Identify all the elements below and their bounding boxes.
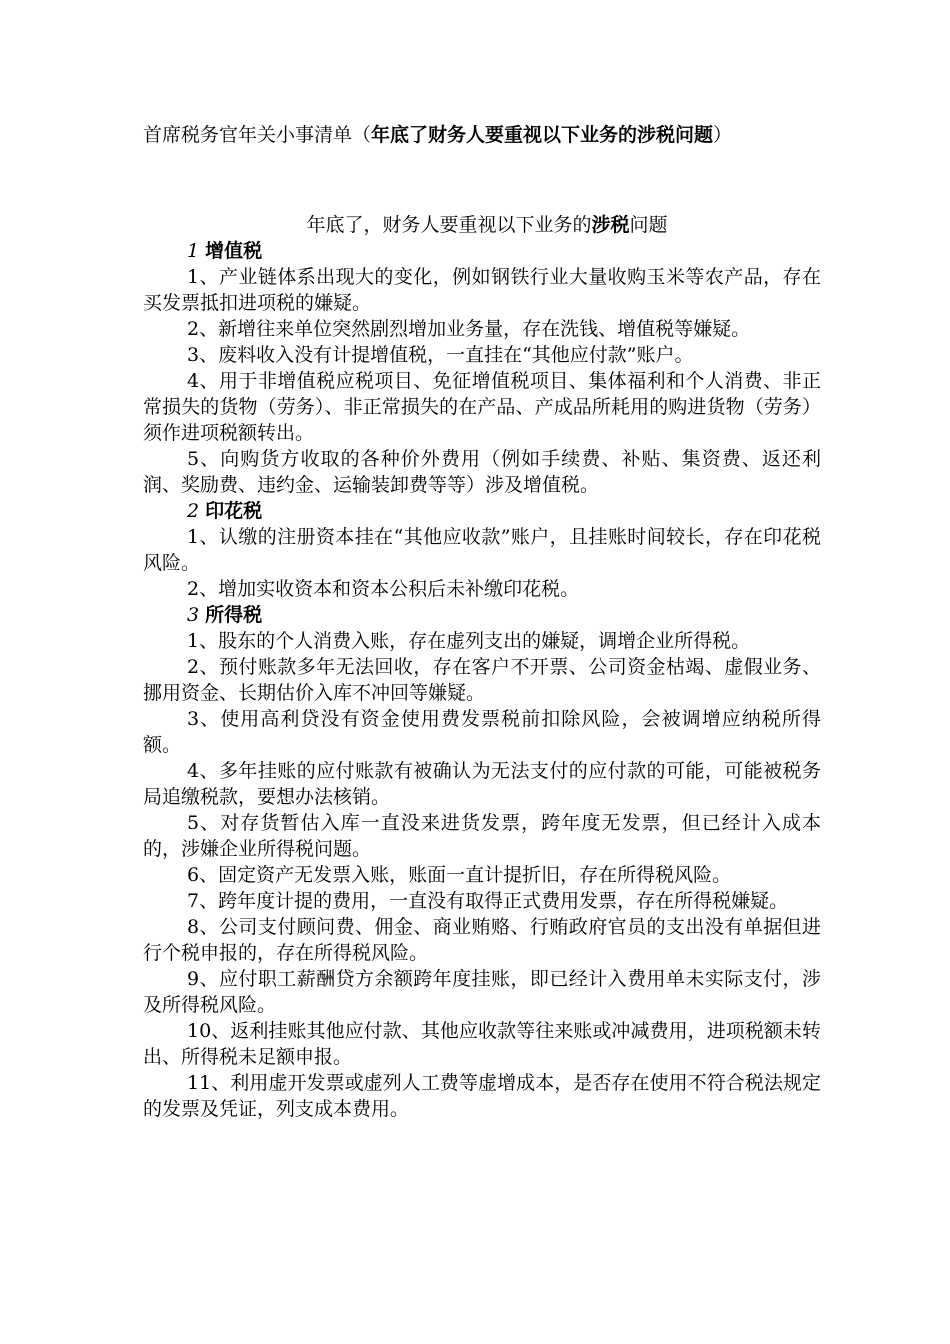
subtitle-before: 年底了，财务人要重视以下业务的 xyxy=(306,214,592,236)
section-heading-income-tax xyxy=(143,602,821,628)
list-item: 5、向购货方收取的各种价外费用（例如手续费、补贴、集资费、返还利润、奖励费、违约金、运输装卸费等等）涉及增值税。 xyxy=(143,448,821,496)
list-item: 1、股东的个人消费入账，存在虚列支出的嫌疑，调增企业所得税。 xyxy=(187,630,751,652)
list-item: 2、增加实收资本和资本公积后未补缴印花税。 xyxy=(187,578,580,600)
list-item: 4、多年挂账的应付账款有被确认为无法支付的应付款的可能，可能被税务局追缴税款，要想办法核销。 xyxy=(143,760,821,808)
list-item: 2、新增往来单位突然剧烈增加业务量，存在洗钱、增值税等嫌疑。 xyxy=(187,318,751,340)
list-item: 1、认缴的注册资本挂在“其他应收款”账户，且挂账时间较长，存在印花税风险。 xyxy=(143,526,821,574)
document-body xyxy=(143,212,821,1122)
list-item: 10、返利挂账其他应付款、其他应收款等往来账或冲减费用，进项税额未转出、所得税未足额申报。 xyxy=(143,1020,821,1068)
section-number: 2 xyxy=(187,500,200,522)
list-item: 8、公司支付顾问费、佣金、商业贿赂、行贿政府官员的支出没有单据但进行个税申报的，存在所得税风险。 xyxy=(143,916,821,964)
section-name: 印花税 xyxy=(205,500,263,522)
list-item: 5、对存货暂估入库一直没来进货发票，跨年度无发票，但已经计入成本的，涉嫌企业所得税问题。 xyxy=(143,812,821,860)
list-item: 7、跨年度计提的费用，一直没有取得正式费用发票，存在所得税嫌疑。 xyxy=(187,890,789,912)
list-item: 1、产业链体系出现大的变化，例如钢铁行业大量收购玉米等农产品，存在买发票抵扣进项税的嫌疑。 xyxy=(143,266,821,314)
section-heading-vat xyxy=(143,238,821,264)
section-name: 所得税 xyxy=(205,604,263,626)
subtitle-bold: 涉税 xyxy=(591,214,630,236)
title-bold-text: 年底了财务人要重视以下业务的涉税问题 xyxy=(371,124,714,146)
list-item: 4、用于非增值税应税项目、免征增值税项目、集体福利和个人消费、非正常损失的货物（劳务）、非正常损失的在产品、产成品所耗用的购进货物（劳务）须作进项税额转出。 xyxy=(143,370,821,444)
title-end-text: ） xyxy=(713,124,733,146)
section-name: 增值税 xyxy=(205,240,263,262)
list-item: 2、预付账款多年无法回收，存在客户不开票、公司资金枯竭、虚假业务、挪用资金、长期估价入库不冲回等嫌疑。 xyxy=(143,656,821,704)
list-item: 9、应付职工薪酬贷方余额跨年度挂账，即已经计入费用单未实际支付，涉及所得税风险。 xyxy=(143,968,821,1016)
subtitle-after: 问题 xyxy=(629,214,668,236)
document-subtitle xyxy=(143,212,821,238)
list-item: 11、利用虚开发票或虚列人工费等虚增成本，是否存在使用不符合税法规定的发票及凭证，列支成本费用。 xyxy=(143,1072,821,1120)
section-heading-stamp-duty xyxy=(143,498,821,524)
section-number: 1 xyxy=(187,240,200,262)
list-item: 3、使用高利贷没有资金使用费发票税前扣除风险，会被调增应纳税所得额。 xyxy=(143,708,821,756)
section-number: 3 xyxy=(187,604,200,626)
title-normal-text: 首席税务官年关小事清单（ xyxy=(143,124,372,146)
list-item: 6、固定资产无发票入账，账面一直计提折旧，存在所得税风险。 xyxy=(187,864,732,886)
list-item: 3、废料收入没有计提增值税，一直挂在“其他应付款”账户。 xyxy=(187,344,694,366)
document-title xyxy=(143,122,803,148)
